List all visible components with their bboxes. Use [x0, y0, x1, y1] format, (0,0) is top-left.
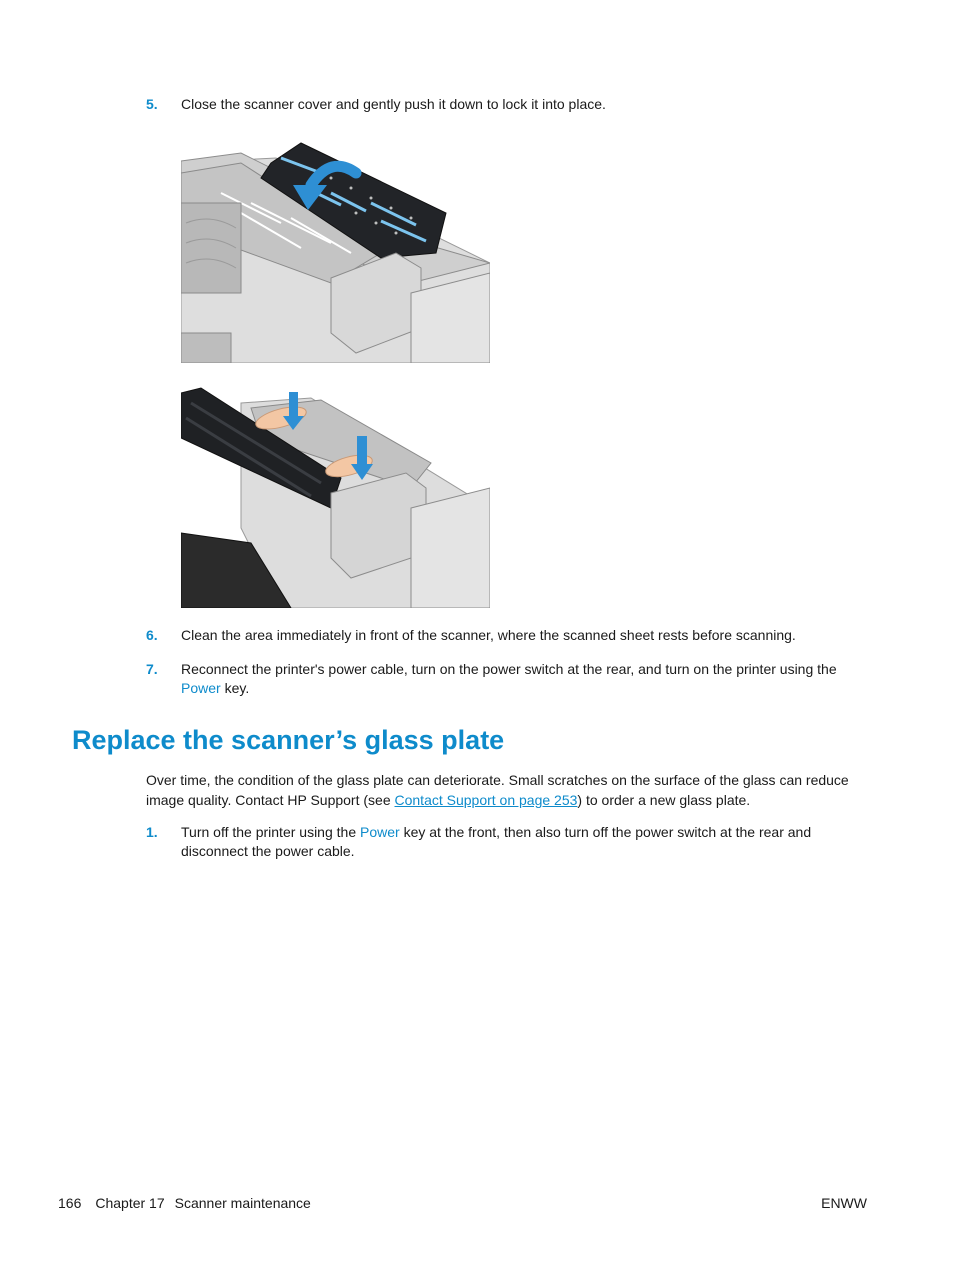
step-number: 7. [146, 661, 158, 677]
footer-enww: ENWW [821, 1195, 867, 1211]
power-key-label: Power [360, 824, 400, 840]
step-7 [146, 660, 876, 698]
page-number: 166 [58, 1195, 82, 1211]
step-text-part: key. [220, 680, 250, 696]
section-step-1 [146, 823, 876, 861]
step-text: Clean the area immediately in front of the scanner, where the scanned sheet rests before scanning. [181, 627, 796, 643]
step-text-part: Turn off the printer using the [181, 824, 360, 840]
step-text: Close the scanner cover and gently push it down to lock it into place. [181, 96, 606, 112]
figure-close-scanner-cover [181, 133, 490, 363]
power-key-label: Power [181, 680, 221, 696]
step-text-part: key at the front, then also turn off the power switch at the rear and disconnect the power cable. [181, 824, 812, 859]
contact-support-link[interactable]: Contact Support on page 253 [394, 792, 578, 808]
step-text [181, 823, 876, 861]
section-heading: Replace the scanner’s glass plate [72, 725, 505, 755]
figure-push-cover-down [181, 378, 490, 608]
step-6 [146, 626, 876, 645]
step-text-part: Reconnect the printer's power cable, turn on the power switch at the rear, and turn on the printer using the [181, 661, 837, 677]
step-number: 1. [146, 824, 158, 840]
footer-chapter: Chapter 17 [95, 1195, 165, 1211]
section-intro-paragraph [146, 770, 856, 810]
paragraph-text: Over time, the condition of the glass plate can deteriorate. Small scratches on the surface of the glass can reduce image quality. Contact HP Support (see [146, 772, 849, 808]
step-number: 5. [146, 96, 158, 112]
footer-chapter-title: Scanner maintenance [174, 1195, 311, 1211]
page-footer-left [58, 1194, 311, 1212]
step-number: 6. [146, 627, 158, 643]
paragraph-text: ) to order a new glass plate. [577, 792, 751, 808]
step-text [181, 660, 876, 698]
step-5 [146, 95, 876, 114]
